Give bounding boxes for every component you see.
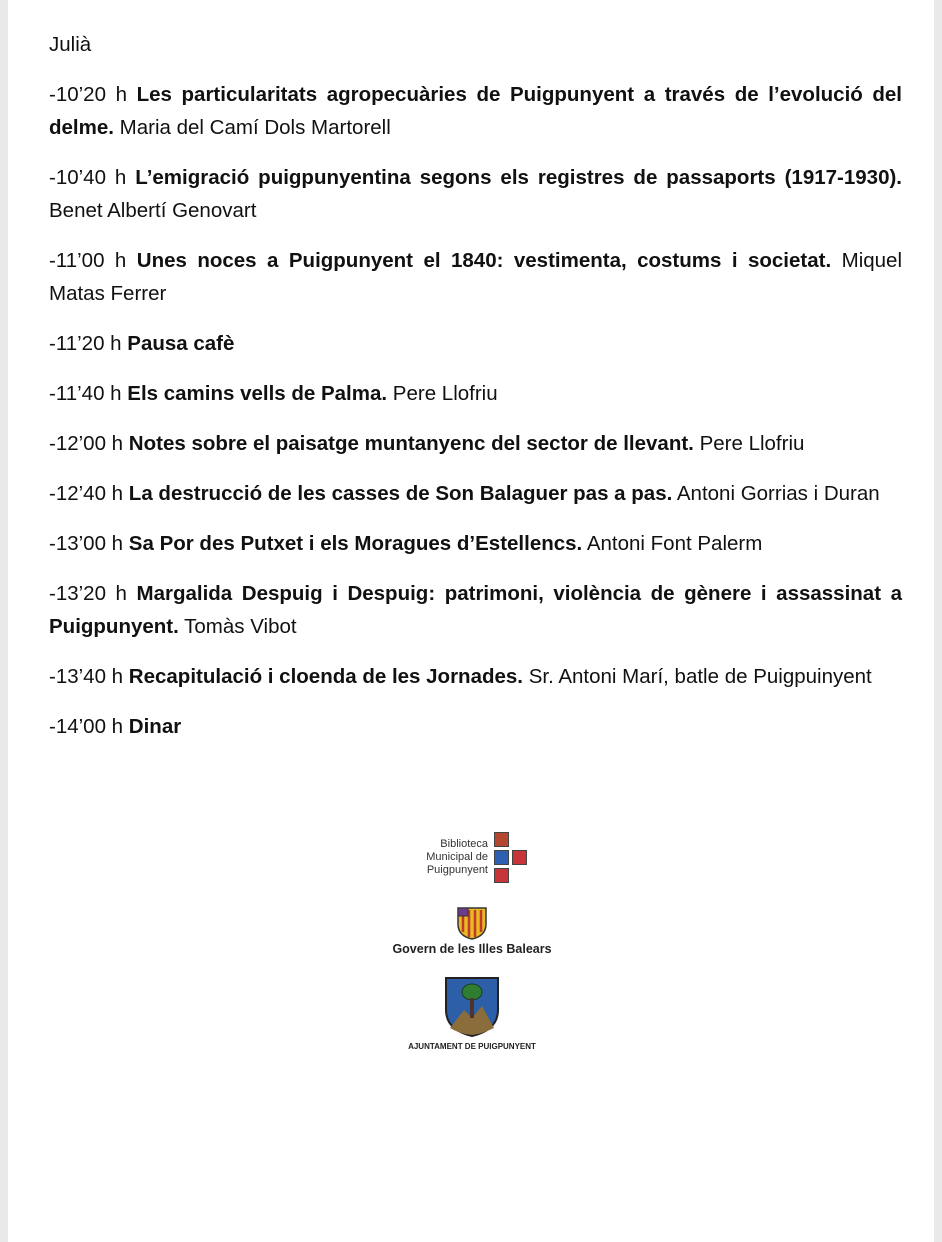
program-item [49, 244, 902, 310]
item-title: Pausa cafè [127, 332, 235, 355]
item-time: -14’00 h [49, 715, 124, 738]
sponsor-logos [0, 828, 942, 1068]
balearic-shield-icon [372, 906, 572, 940]
program-item [49, 327, 902, 360]
item-title: Unes noces a Puigpunyent el 1840: vestimenta, costums i societat. [136, 249, 832, 272]
item-title: Dinar [128, 715, 182, 738]
item-speaker: Maria del Camí Dols Martorell [119, 116, 391, 139]
item-speaker: Benet Albertí Genovart [49, 199, 257, 222]
item-time: -12’40 h [49, 482, 124, 505]
biblioteca-square-icon [494, 832, 509, 847]
program-item [49, 660, 902, 693]
program-item [49, 427, 902, 460]
item-title: Margalida Despuig i Despuig: patrimoni, violència de gènere i assassinat a Puigpunyent. [49, 582, 902, 638]
program-list [49, 28, 902, 760]
program-item [49, 710, 902, 743]
program-item [49, 161, 902, 227]
item-speaker: Pere Llofriu [392, 382, 498, 405]
item-title: Notes sobre el paisatge muntanyenc del sector de llevant. [128, 432, 694, 455]
item-time: -11’40 h [49, 382, 122, 405]
govern-logo [372, 906, 572, 966]
item-title: Els camins vells de Palma. [127, 382, 388, 405]
ajuntament-logo-text: AJUNTAMENT DE PUIGPUNYENT [408, 1042, 536, 1051]
item-title: Sa Por des Putxet i els Moragues d’Estellencs. [128, 532, 583, 555]
item-speaker: Antoni Font Palerm [586, 532, 763, 555]
item-time: -10’20 h [49, 83, 127, 106]
biblioteca-square-icon [494, 868, 509, 883]
item-speaker: Pere Llofriu [699, 432, 805, 455]
item-time: -11’00 h [49, 249, 127, 272]
program-item [49, 377, 902, 410]
item-time: -13’20 h [49, 582, 127, 605]
continued-speaker-line: Julià [49, 33, 92, 56]
item-time: -12’00 h [49, 432, 124, 455]
program-item [49, 577, 902, 643]
item-speaker: Antoni Gorrias i Duran [676, 482, 880, 505]
ajuntament-logo [372, 974, 572, 1054]
program-item [49, 527, 902, 560]
program-item [49, 78, 902, 144]
item-time: -13’40 h [49, 665, 124, 688]
item-time: -13’00 h [49, 532, 124, 555]
item-title: L’emigració puigpunyentina segons els registres de passaports (1917-1930). [135, 166, 902, 189]
program-item [49, 477, 902, 510]
item-time: -10’40 h [49, 166, 127, 189]
item-time: -11’20 h [49, 332, 122, 355]
item-title: Recapitulació i cloenda de les Jornades. [128, 665, 523, 688]
item-speaker: Tomàs Vibot [184, 615, 297, 638]
puigpunyent-shield-icon [372, 974, 572, 1038]
biblioteca-square-icon [512, 850, 527, 865]
biblioteca-square-icon [494, 850, 509, 865]
biblioteca-logo-text: Biblioteca Municipal de Puigpunyent [426, 838, 488, 876]
item-speaker: Sr. Antoni Marí, batle de Puigpuinyent [528, 665, 872, 688]
item-speaker: Miquel Matas Ferrer [49, 249, 903, 305]
item-title: La destrucció de les casses de Son Balaguer pas a pas. [128, 482, 673, 505]
govern-logo-text: Govern de les Illes Balears [392, 942, 552, 956]
biblioteca-logo [408, 828, 538, 890]
item-title: Les particularitats agropecuàries de Puigpunyent a través de l’evolució del delme. [49, 83, 903, 139]
